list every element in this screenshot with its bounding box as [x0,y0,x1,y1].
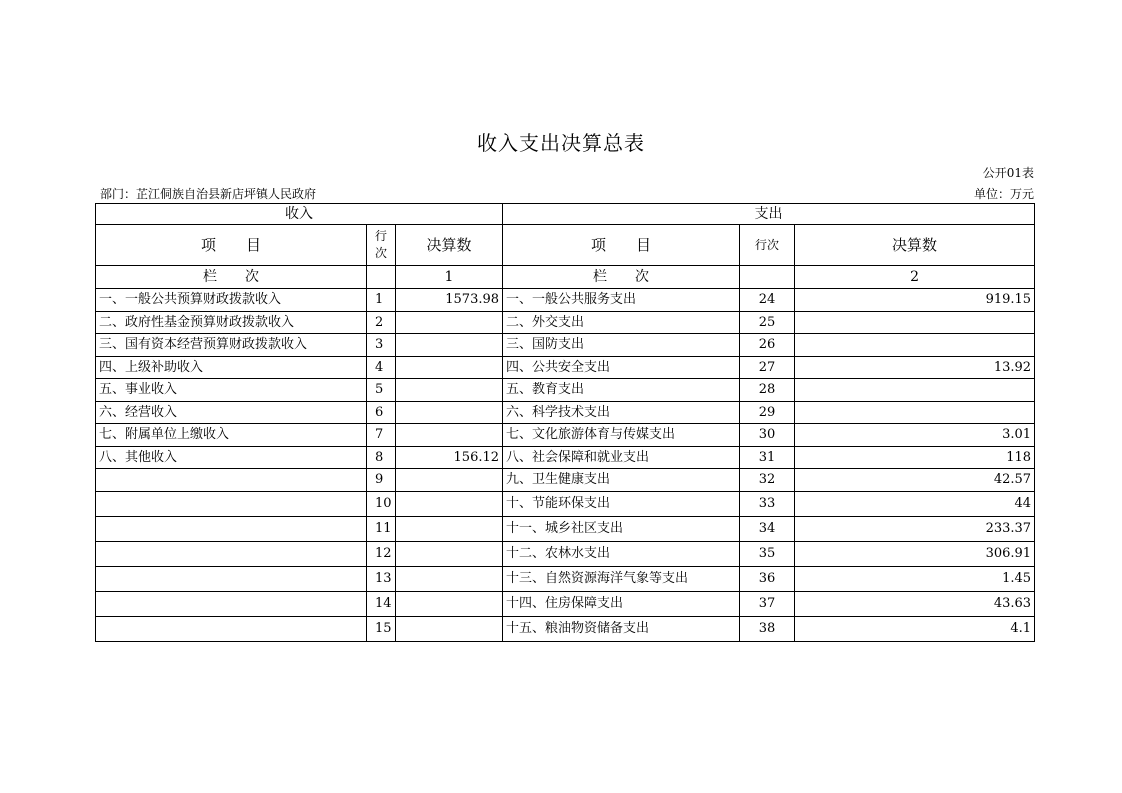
table-row [96,469,1035,492]
expense-line-no-cell: 33 [740,491,795,516]
table-row [96,379,1035,402]
table-row [96,356,1035,379]
income-line-no-cell: 9 [367,469,396,492]
expense-line-no-cell: 31 [740,446,795,469]
income-line-no-cell: 12 [367,541,396,566]
income-amount-cell: 1573.98 [396,289,503,312]
income-line-no-cell: 6 [367,401,396,424]
income-line-no-header-text: 行 次 [374,229,387,260]
expense-amount-cell: 3.01 [795,424,1035,447]
expense-amount-cell: 44 [795,491,1035,516]
table-row [96,491,1035,516]
table-row [96,401,1035,424]
expense-item-cell: 十三、自然资源海洋气象等支出 [503,566,740,591]
income-amount-cell [396,469,503,492]
expense-line-no-cell: 30 [740,424,795,447]
page-title: 收入支出决算总表 [477,131,645,155]
income-amount-cell [396,491,503,516]
income-line-no-cell: 8 [367,446,396,469]
expense-line-no-cell: 32 [740,469,795,492]
income-item-cell: 四、上级补助收入 [96,356,367,379]
expense-amount-cell [795,401,1035,424]
expense-col-index: 2 [795,266,1035,289]
income-item-cell [96,491,367,516]
income-section-header: 收入 [96,204,503,225]
expense-line-no-header: 行次 [740,225,795,266]
expense-amount-header: 决算数 [795,225,1035,266]
income-item-cell: 一、一般公共预算财政拨款收入 [96,289,367,312]
income-amount-cell [396,356,503,379]
department-label: 部门：芷江侗族自治县新店坪镇人民政府 [100,187,317,201]
income-item-cell: 三、国有资本经营预算财政拨款收入 [96,334,367,357]
income-line-no-header [367,225,396,266]
income-item-cell [96,566,367,591]
income-amount-cell [396,334,503,357]
income-item-cell [96,469,367,492]
expense-amount-cell: 233.37 [795,516,1035,541]
expense-line-no-cell: 35 [740,541,795,566]
expense-line-no-cell: 24 [740,289,795,312]
column-header-row [96,225,1035,266]
income-line-no-cell: 15 [367,616,396,641]
expense-amount-cell: 13.92 [795,356,1035,379]
expense-section-header: 支出 [503,204,1035,225]
expense-item-cell: 五、教育支出 [503,379,740,402]
income-amount-cell [396,424,503,447]
expense-amount-cell: 118 [795,446,1035,469]
expense-item-cell: 三、国防支出 [503,334,740,357]
expense-line-no-cell: 27 [740,356,795,379]
table-row [96,541,1035,566]
budget-table [95,203,1035,642]
income-item-cell: 八、其他收入 [96,446,367,469]
expense-item-cell: 七、文化旅游体育与传媒支出 [503,424,740,447]
expense-item-cell: 十四、住房保障支出 [503,591,740,616]
income-amount-cell [396,401,503,424]
income-lanci-empty [367,266,396,289]
income-col-index: 1 [396,266,503,289]
income-amount-cell [396,566,503,591]
income-amount-cell [396,516,503,541]
expense-line-no-cell: 37 [740,591,795,616]
expense-line-no-cell: 26 [740,334,795,357]
expense-amount-cell: 42.57 [795,469,1035,492]
table-row [96,591,1035,616]
income-line-no-cell: 14 [367,591,396,616]
expense-item-cell: 二、外交支出 [503,311,740,334]
expense-item-cell: 九、卫生健康支出 [503,469,740,492]
table-row [96,311,1035,334]
form-number: 公开01表 [982,166,1034,180]
income-line-no-cell: 10 [367,491,396,516]
table-row [96,566,1035,591]
expense-amount-cell: 919.15 [795,289,1035,312]
expense-lanci-empty [740,266,795,289]
income-amount-cell [396,541,503,566]
expense-line-no-cell: 38 [740,616,795,641]
income-item-cell: 七、附属单位上缴收入 [96,424,367,447]
income-item-cell [96,516,367,541]
income-line-no-cell: 2 [367,311,396,334]
table-row [96,424,1035,447]
section-header-row [96,204,1035,225]
expense-item-cell: 八、社会保障和就业支出 [503,446,740,469]
column-index-row [96,266,1035,289]
expense-item-cell: 一、一般公共服务支出 [503,289,740,312]
expense-amount-cell: 306.91 [795,541,1035,566]
income-amount-cell [396,616,503,641]
expense-amount-cell: 43.63 [795,591,1035,616]
income-line-no-cell: 3 [367,334,396,357]
income-line-no-cell: 5 [367,379,396,402]
expense-amount-cell: 4.1 [795,616,1035,641]
table-row [96,446,1035,469]
expense-lanci-label: 栏 次 [503,266,740,289]
income-line-no-cell: 13 [367,566,396,591]
income-item-header: 项 目 [96,225,367,266]
table-row [96,289,1035,312]
income-amount-header: 决算数 [396,225,503,266]
income-item-cell [96,541,367,566]
expense-item-cell: 六、科学技术支出 [503,401,740,424]
expense-amount-cell: 1.45 [795,566,1035,591]
income-item-cell: 二、政府性基金预算财政拨款收入 [96,311,367,334]
income-item-cell [96,591,367,616]
income-line-no-cell: 7 [367,424,396,447]
expense-amount-cell [795,379,1035,402]
income-line-no-cell: 11 [367,516,396,541]
income-line-no-cell: 1 [367,289,396,312]
income-item-cell: 五、事业收入 [96,379,367,402]
table-row [96,516,1035,541]
table-row [96,616,1035,641]
income-amount-cell [396,591,503,616]
expense-line-no-cell: 25 [740,311,795,334]
income-amount-cell [396,311,503,334]
expense-amount-cell [795,334,1035,357]
income-line-no-cell: 4 [367,356,396,379]
income-item-cell [96,616,367,641]
table-row [96,334,1035,357]
income-amount-cell [396,379,503,402]
income-item-cell: 六、经营收入 [96,401,367,424]
expense-line-no-cell: 28 [740,379,795,402]
income-amount-cell: 156.12 [396,446,503,469]
expense-amount-cell [795,311,1035,334]
expense-item-cell: 十一、城乡社区支出 [503,516,740,541]
expense-item-cell: 十、节能环保支出 [503,491,740,516]
expense-line-no-cell: 29 [740,401,795,424]
expense-line-no-cell: 36 [740,566,795,591]
expense-item-cell: 四、公共安全支出 [503,356,740,379]
expense-line-no-cell: 34 [740,516,795,541]
expense-item-header: 项 目 [503,225,740,266]
income-lanci-label: 栏 次 [96,266,367,289]
expense-item-cell: 十五、粮油物资储备支出 [503,616,740,641]
expense-item-cell: 十二、农林水支出 [503,541,740,566]
unit-label: 单位：万元 [973,187,1034,201]
